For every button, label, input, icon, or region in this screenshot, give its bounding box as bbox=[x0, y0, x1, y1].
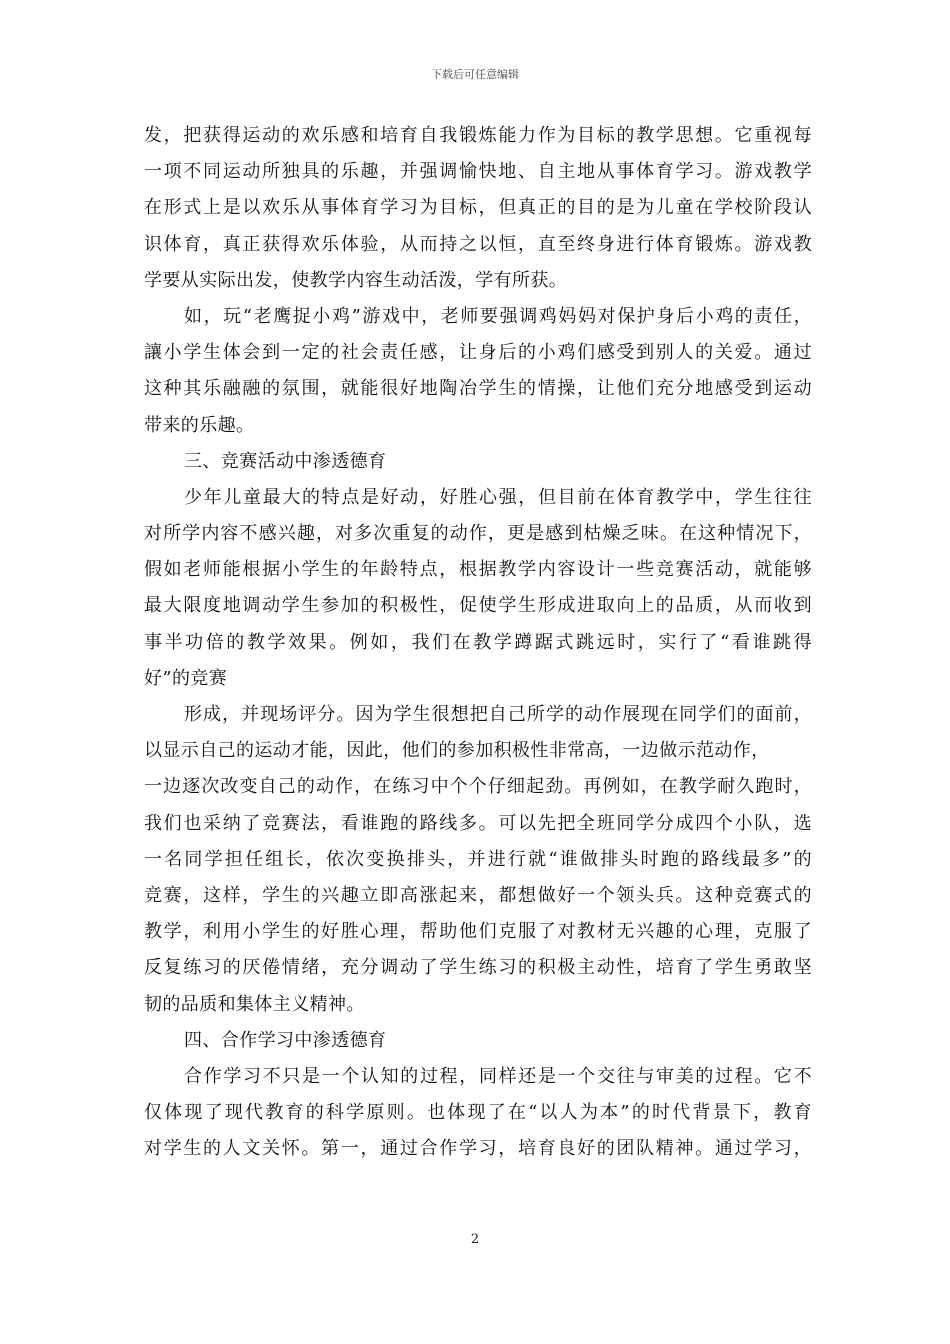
text-line: 这种其乐融融的氛围，就能很好地陶冶学生的情操，让他们充分地感受到运动 bbox=[144, 378, 812, 400]
text-line: 带来的乐趣。 bbox=[144, 414, 255, 436]
text-line: 最大限度地调动学生参加的积极性，促使学生形成进取向上的品质，从而收到 bbox=[144, 595, 812, 617]
document-body bbox=[144, 118, 812, 1167]
text-line: 合作学习不只是一个认知的过程，同样还是一个交往与审美的过程。它不 bbox=[184, 1065, 812, 1087]
text-line: 韧的品质和集体主义精神。 bbox=[144, 993, 365, 1015]
text-line: 三、竞赛活动中渗透德育 bbox=[184, 450, 387, 472]
page-number: 2 bbox=[470, 1232, 480, 1247]
text-line: 识体育，真正获得欢乐体验，从而持之以恒，直至终身进行体育锻炼。游戏教 bbox=[144, 233, 812, 255]
text-line: 如，玩“老鹰捉小鸡”游戏中，老师要强调鸡妈妈对保护身后小鸡的责任， bbox=[184, 305, 812, 327]
text-line: 对学生的人文关怀。第一，通过合作学习，培育良好的团队精神。通过学习， bbox=[144, 1138, 812, 1160]
text-line: 在形式上是以欢乐从事体育学习为目标，但真正的目的是为儿童在学校阶段认 bbox=[144, 197, 812, 219]
page-header: 下载后可任意编辑 bbox=[431, 68, 519, 81]
text-line: 四、合作学习中渗透德育 bbox=[184, 1029, 387, 1051]
text-line: 一名同学担任组长，依次变换排头，并进行就“谁做排头时跑的路线最多”的 bbox=[144, 848, 812, 870]
text-line: 竞赛，这样，学生的兴趣立即高涨起来，都想做好一个领头兵。这种竞赛式的 bbox=[144, 884, 812, 906]
text-line: 好”的竞赛 bbox=[144, 667, 228, 689]
text-line: 我们也采纳了竞赛法，看谁跑的路线多。可以先把全班同学分成四个小队，选 bbox=[144, 812, 812, 834]
text-line: 少年儿童最大的特点是好动，好胜心强，但目前在体育教学中，学生往往 bbox=[184, 486, 812, 508]
text-line: 学要从实际出发，使教学内容生动活泼，学有所获。 bbox=[144, 269, 568, 291]
text-line: 讓小学生体会到一定的社会责任感，让身后的小鸡们感受到别人的关爱。通过 bbox=[144, 342, 812, 364]
text-line: 教学，利用小学生的好胜心理，帮助他们克服了对教材无兴趣的心理，克服了 bbox=[144, 921, 812, 943]
text-line: 以显示自己的运动才能，因此，他们的参加积极性非常高，一边做示范动作， bbox=[144, 740, 770, 762]
text-line: 仅体现了现代教育的科学原则。也体现了在“以人为本”的时代背景下，教育 bbox=[144, 1102, 812, 1124]
text-line: 发，把获得运动的欢乐感和培育自我锻炼能力作为目标的教学思想。它重视每 bbox=[144, 125, 812, 146]
text-line: 对所学内容不感兴趣，对多次重复的动作，更是感到枯燥乏味。在这种情况下， bbox=[144, 523, 812, 545]
text-line: 一边逐次改变自己的动作，在练习中个个仔细起劲。再例如，在教学耐久跑时， bbox=[144, 776, 812, 798]
text-line: 一项不同运动所独具的乐趣，并强调愉快地、自主地从事体育学习。游戏教学 bbox=[144, 161, 812, 183]
text-line: 事半功倍的教学效果。例如，我们在教学蹲踞式跳远时，实行了“看谁跳得 bbox=[144, 631, 812, 653]
text-line: 假如老师能根据小学生的年龄特点，根据教学内容设计一些竞赛活动，就能够 bbox=[144, 559, 812, 581]
text-line: 形成，并现场评分。因为学生很想把自己所学的动作展现在同学们的面前， bbox=[184, 704, 812, 725]
text-line: 反复练习的厌倦情绪，充分调动了学生练习的积极主动性，培育了学生勇敢坚 bbox=[144, 957, 812, 979]
